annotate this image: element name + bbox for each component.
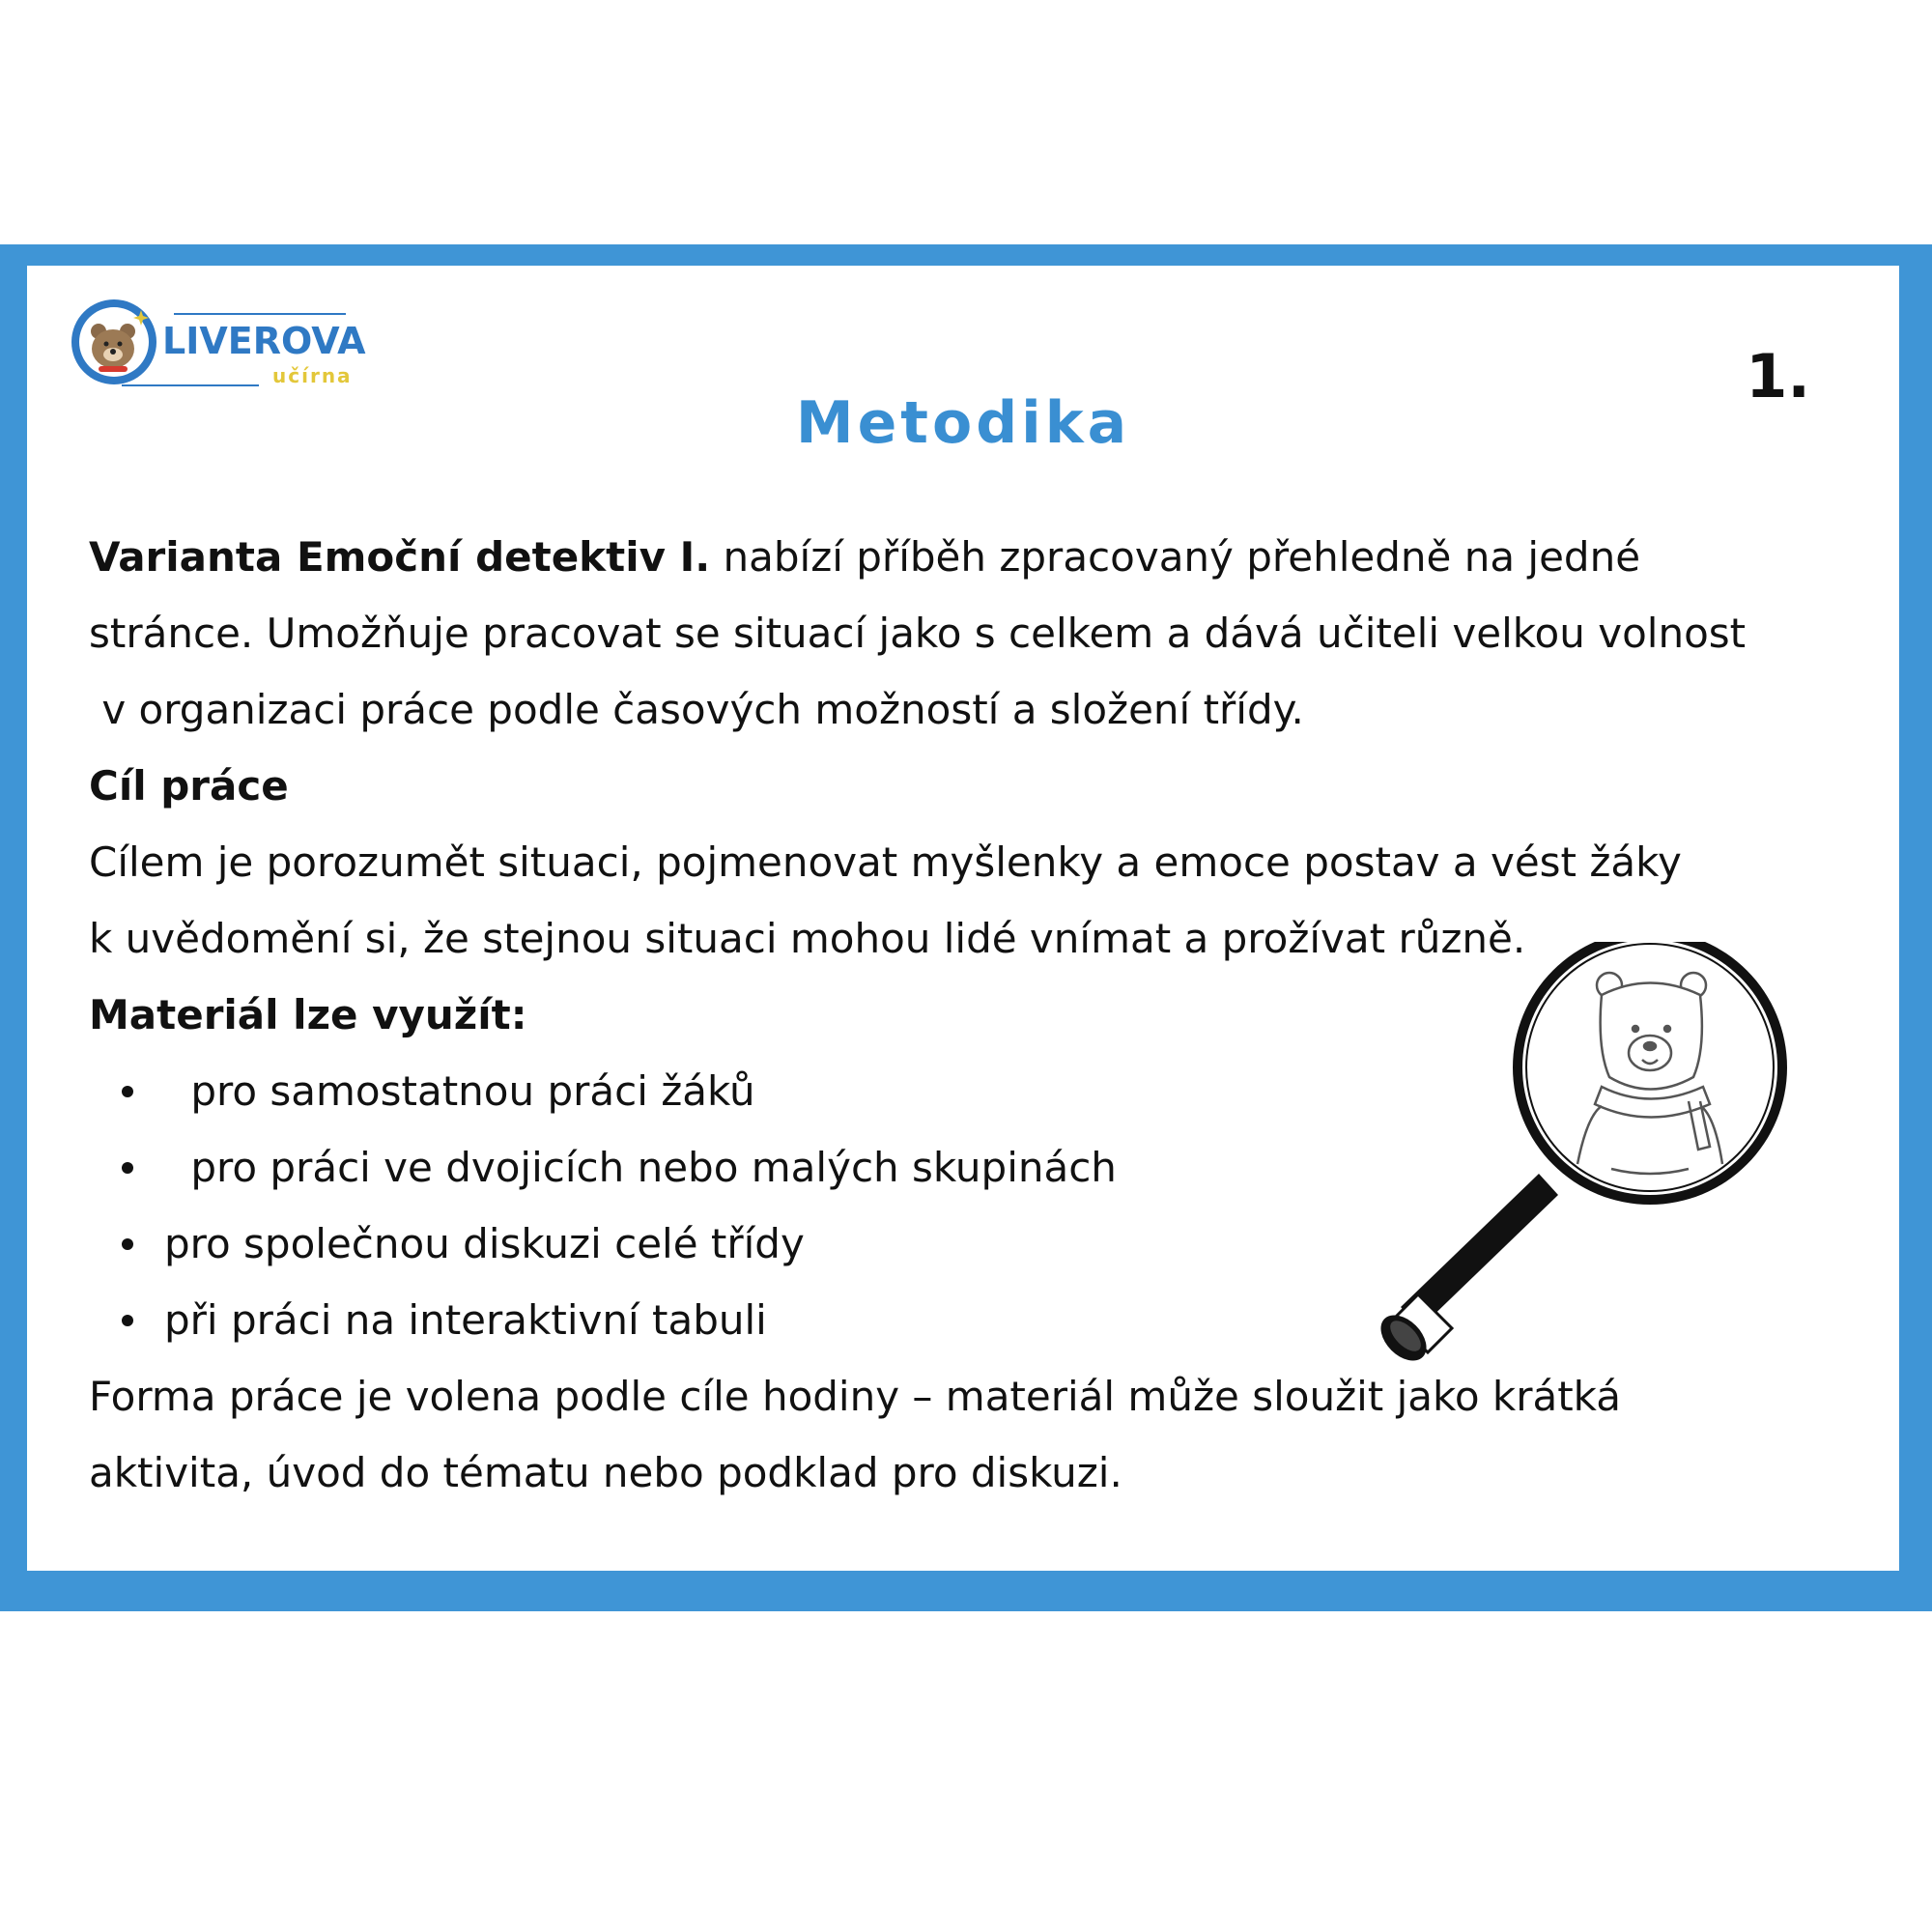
magnifier-handle <box>1372 1174 1558 1370</box>
intro-line-1 <box>89 519 1857 595</box>
intro-line-2: stránce. Umožňuje pracovat se situací jako s celkem a dává učiteli velkou volnost <box>89 610 1747 657</box>
list-item-text: pro společnou diskuzi celé třídy <box>164 1220 805 1267</box>
goal-line-2: k uvědomění si, že stejnou situaci mohou lidé vnímat a prožívat různě. <box>89 915 1526 962</box>
form-line-1: Forma práce je volena podle cíle hodiny – materiál může sloužit jako krátká <box>89 1373 1621 1420</box>
intro-bold: Varianta Emoční detektiv I. <box>89 533 711 581</box>
list-item-text: při práci na interaktivní tabuli <box>164 1296 767 1344</box>
bullet-icon <box>122 1086 133 1097</box>
logo-wordmark: LIVEROVA <box>162 320 366 362</box>
page-title: Metodika <box>795 389 1131 457</box>
magnifying-glass-icon <box>1360 942 1824 1386</box>
oliverova-ucirna-logo <box>66 289 365 395</box>
bullet-icon <box>122 1315 133 1326</box>
intro-text-1: nabízí příběh zpracovaný přehledně na jedné <box>710 533 1641 581</box>
page-number: 1. <box>1746 341 1810 412</box>
form-line-2: aktivita, úvod do tématu nebo podklad pro diskuzi. <box>89 1449 1122 1496</box>
bullet-icon <box>122 1238 133 1250</box>
card-frame <box>0 244 1932 1611</box>
goal-line-1: Cílem je porozumět situaci, pojmenovat myšlenky a emoce postav a vést žáky <box>89 838 1682 886</box>
intro-line-3: v organizaci práce podle časových možností a složení třídy. <box>89 686 1304 733</box>
material-heading: Materiál lze využít: <box>89 991 527 1038</box>
goal-heading: Cíl práce <box>89 762 289 810</box>
card-content <box>27 266 1899 1571</box>
list-item-text: pro samostatnou práci žáků <box>178 1067 755 1115</box>
list-item-text: pro práci ve dvojicích nebo malých skupinách <box>178 1144 1117 1191</box>
bullet-icon <box>122 1162 133 1174</box>
logo-subtitle: učírna <box>272 364 353 387</box>
